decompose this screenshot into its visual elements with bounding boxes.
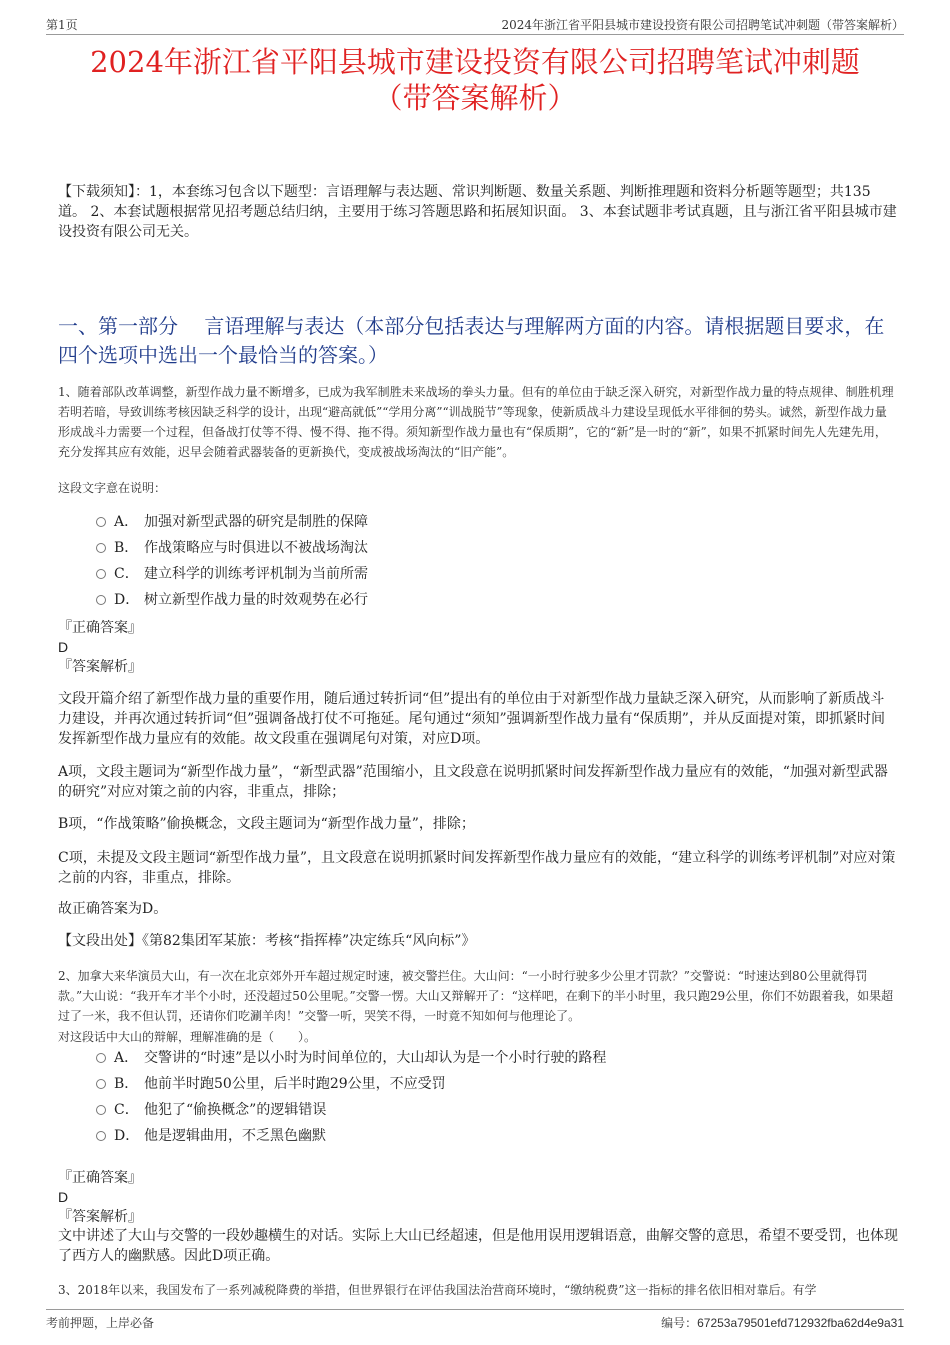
q2-answer-label: 『正确答案』	[58, 1170, 142, 1186]
q2-option-d[interactable]: D． 他是逻辑曲用，不乏黑色幽默	[96, 1123, 606, 1149]
q2-options	[96, 1045, 606, 1149]
radio-icon[interactable]	[96, 1105, 106, 1115]
q2-analysis-label: 『答案解析』	[58, 1209, 142, 1225]
radio-icon[interactable]	[96, 1053, 106, 1063]
radio-icon[interactable]	[96, 543, 106, 553]
q1-option-d[interactable]: D． 树立新型作战力量的时效观势在必行	[96, 587, 368, 613]
q2-analysis: 文中讲述了大山与交警的一段妙趣横生的对话。实际上大山已经超速，但是他用误用逻辑语意，曲解交警的意思，希望不要受罚，也体现了西方人的幽默感。因此D项正确。	[58, 1228, 898, 1264]
q2-answer: D	[58, 1189, 69, 1205]
q2-option-b[interactable]: B． 他前半时跑50公里，后半时跑29公里，不应受罚	[96, 1071, 606, 1097]
page-number: 第1页	[46, 18, 78, 32]
radio-icon[interactable]	[96, 595, 106, 605]
q1-analysis-4: C项，未提及文段主题词“新型作战力量”，且文段意在说明抓紧时间发挥新型作战力量应有的效能，“建立科学的训练考评机制”对应对策之前的内容，非重点，排除。	[58, 850, 896, 886]
title-line-2: （带答案解析）	[373, 81, 577, 115]
q2-stem: 2、加拿大来华演员大山，有一次在北京郊外开车超过规定时速，被交警拦住。大山问：“一小时行驶多少公里才罚款？”交警说：“时速达到80公里就得罚款。”大山说：“我开车才半个小时，还没超过50公里呢。”交警一愣。大山又辩解开了：“这样吧，在剩下的半小时里，我只跑29公里，你们不妨跟着我，如果超过了一米，我不但认罚，还请你们吃涮羊肉！”交警一听，哭笑不得，一时竟不知如何与他理论了。	[58, 969, 894, 1023]
q1-stem: 1、随着部队改革调整，新型作战力量不断增多，已成为我军制胜未来战场的拳头力量。但有的单位由于缺乏深入研究，对新型作战力量的特点规律、制胜机理若明若暗，导致训练考核因缺乏科学的设计，出现“避高就低”“学用分离”“训战脱节”等现象，使新质战斗力建设呈现低水平徘徊的势头。诚然，新型作战力量形成战斗力需要一个过程，但备战打仗等不得、慢不得、拖不得。须知新型作战力量也有“保质期”，它的“新”是一时的“新”，如果不抓紧时间先人先建先用，充分发挥其应有效能，迟早会随着武器装备的更新换代，变成被战场淘汰的“旧产能”。	[58, 385, 894, 459]
q1-option-a[interactable]: A． 加强对新型武器的研究是制胜的保障	[96, 509, 368, 535]
header-doc-title: 2024年浙江省平阳县城市建设投资有限公司招聘笔试冲刺题（带答案解析）	[501, 18, 904, 32]
radio-icon[interactable]	[96, 569, 106, 579]
q2-prompt: 对这段话中大山的辩解，理解准确的是（ ）。	[58, 1030, 317, 1044]
q1-answer-label: 『正确答案』	[58, 620, 142, 636]
section-heading: 一、第一部分 言语理解与表达（本部分包括表达与理解两方面的内容。请根据题目要求，在四个选项中选出一个最恰当的答案。）	[58, 314, 885, 367]
radio-icon[interactable]	[96, 517, 106, 527]
q1-analysis-label: 『答案解析』	[58, 659, 142, 675]
q1-analysis-2: A项，文段主题词为“新型作战力量”，“新型武器”范围缩小，且文段意在说明抓紧时间发挥新型作战力量应有的效能，“加强对新型武器的研究”对应对策之前的内容，非重点，排除；	[58, 764, 888, 800]
q1-option-b[interactable]: B． 作战策略应与时俱进以不被战场淘汰	[96, 535, 368, 561]
q3-stem: 3、2018年以来，我国发布了一系列减税降费的举措，但世界银行在评估我国法治营商环境时，“缴纳税费”这一指标的排名依旧相对靠后。有学	[58, 1283, 817, 1297]
q1-analysis-3: B项，“作战策略”偷换概念，文段主题词为“新型作战力量”，排除；	[58, 816, 475, 832]
q1-prompt: 这段文字意在说明：	[58, 481, 167, 495]
page-header	[46, 14, 904, 35]
page-footer	[46, 1309, 904, 1332]
q2-option-a[interactable]: A． 交警讲的“时速”是以小时为时间单位的，大山却认为是一个小时行驶的路程	[96, 1045, 606, 1071]
radio-icon[interactable]	[96, 1079, 106, 1089]
q2-option-c[interactable]: C． 他犯了“偷换概念”的逻辑错误	[96, 1097, 606, 1123]
footer-code: 编号：67253a79501efd712932fba62d4e9a31	[661, 1316, 904, 1330]
q1-source: 【文段出处】《第82集团军某旅：考核“指挥棒”决定练兵“风向标”》	[58, 933, 476, 949]
q1-analysis-5: 故正确答案为D。	[58, 901, 168, 917]
page-title	[40, 44, 910, 116]
footer-slogan: 考前押题，上岸必备	[46, 1316, 155, 1330]
radio-icon[interactable]	[96, 1131, 106, 1141]
q1-options	[96, 509, 368, 613]
q1-analysis-1: 文段开篇介绍了新型作战力量的重要作用，随后通过转折词“但”提出有的单位由于对新型作战力量缺乏深入研究，从而影响了新质战斗力建设，并再次通过转折词“但”强调备战打仗不可拖延。尾句通过“须知”强调新型作战力量有“保质期”，并从反面提对策，即抓紧时间发挥新型作战力量应有的效能。故文段重在强调尾句对策，对应D项。	[58, 691, 885, 747]
q1-answer: D	[58, 639, 69, 655]
q1-option-c[interactable]: C． 建立科学的训练考评机制为当前所需	[96, 561, 368, 587]
download-notice: 【下载须知】：1，本套练习包含以下题型：言语理解与表达题、常识判断题、数量关系题、判断推理题和资料分析题等题型；共135道。 2、本套试题根据常见招考题总结归纳，主要用于练习答题思路和拓展知识面。 3、本套试题非考试真题，且与浙江省平阳县城市建设投资有限公司无关。	[58, 184, 897, 240]
title-line-1: 2024年浙江省平阳县城市建设投资有限公司招聘笔试冲刺题	[90, 45, 860, 79]
